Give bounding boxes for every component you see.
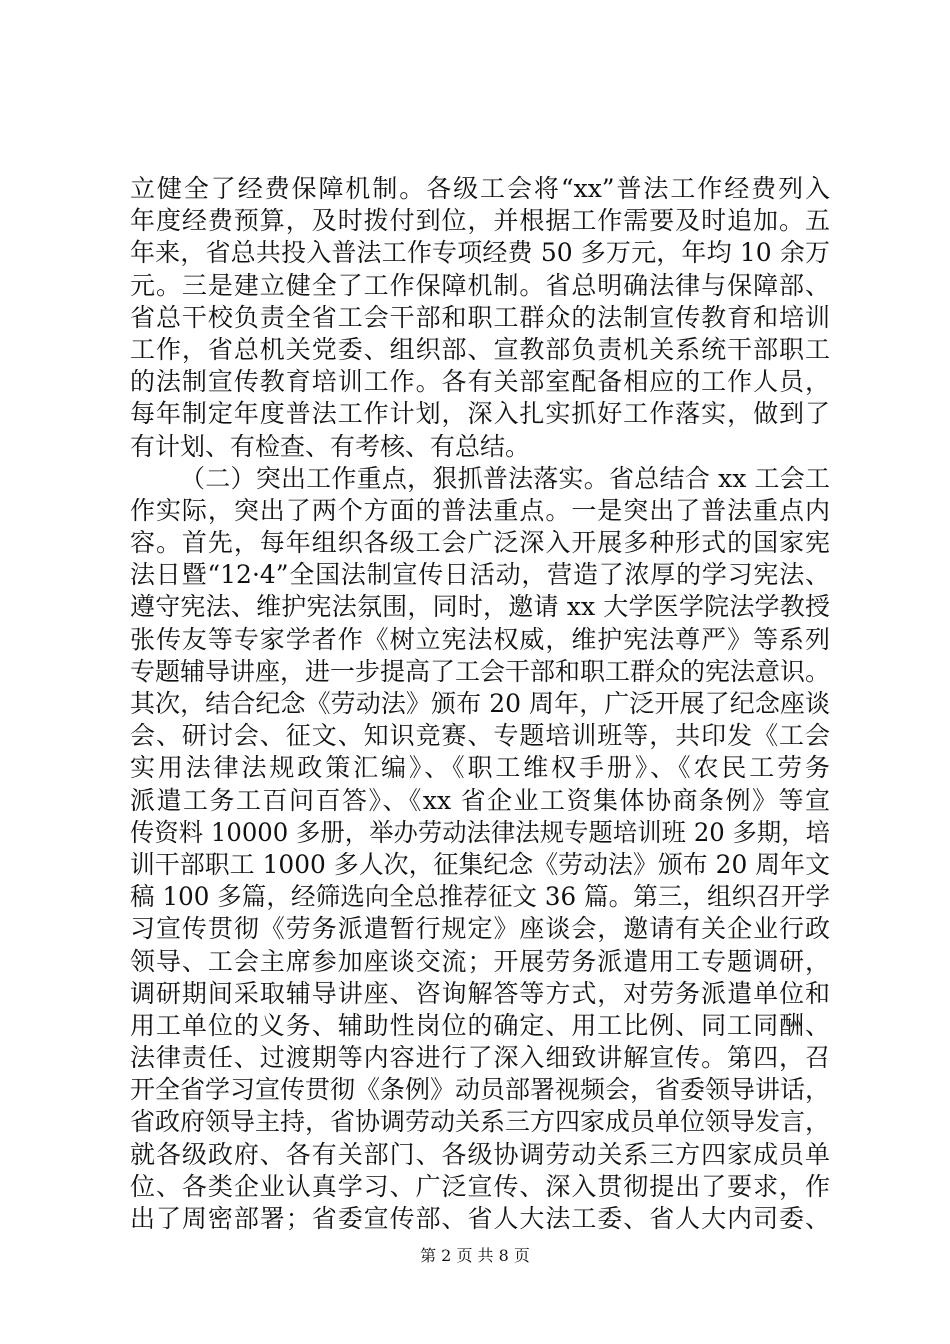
text-line: 年度经费预算，及时拨付到位，并根据工作需要及时追加。五 <box>130 206 830 236</box>
text-line: 容。首先，每年组织各级工会广泛深入开展多种形式的国家宪 <box>130 528 830 558</box>
text-line: 开全省学习宣传贯彻《条例》动员部署视频会，省委领导讲话， <box>130 1075 831 1105</box>
text-line: 领导、工会主席参加座谈交流；开展劳务派遣用工专题调研， <box>130 946 830 976</box>
text-line: 实用法律法规政策汇编》、《职工维权手册》、《农民工劳务 <box>130 753 830 783</box>
text-line: 位、各类企业认真学习、广泛宣传、深入贯彻提出了要求，作 <box>130 1171 830 1201</box>
text-line: 其次，结合纪念《劳动法》颁布 20 周年，广泛开展了纪念座谈 <box>130 689 830 718</box>
text-line: 调研期间采取辅导讲座、咨询解答等方式，对劳务派遣单位和 <box>130 978 830 1008</box>
text-line: 习宣传贯彻《劳务派遣暂行规定》座谈会，邀请有关企业行政 <box>130 914 830 944</box>
text-line: 元。三是建立健全了工作保障机制。省总明确法律与保障部、 <box>130 270 830 300</box>
text-line: 稿 100 多篇，经筛选向全总推荐征文 36 篇。第三，组织召开学 <box>130 882 830 912</box>
body-text <box>130 173 830 1235</box>
text-line: 张传友等专家学者作《树立宪法权威，维护宪法尊严》等系列 <box>130 624 830 654</box>
text-line: 用工单位的义务、辅助性岗位的确定、用工比例、同工同酬、 <box>130 1010 830 1040</box>
page-number-footer: 第 2 页 共 8 页 <box>420 1246 530 1265</box>
text-line: 的法制宣传教育培训工作。各有关部室配备相应的工作人员， <box>130 367 830 397</box>
text-line: 会、研讨会、征文、知识竞赛、专题培训班等，共印发《工会 <box>130 721 830 751</box>
text-line: 作实际，突出了两个方面的普法重点。一是突出了普法重点内 <box>130 495 830 525</box>
paragraph-start-line: （二）突出工作重点，狠抓普法落实。省总结合 xx 工会工 <box>180 463 830 493</box>
text-line: 专题辅导讲座，进一步提高了工会干部和职工群众的宪法意识。 <box>130 656 831 686</box>
text-line: 法律责任、过渡期等内容进行了深入细致讲解宣传。第四，召 <box>130 1043 830 1073</box>
text-line: 遵守宪法、维护宪法氛围，同时，邀请 xx 大学医学院法学教授 <box>130 592 830 622</box>
text-line: 工作，省总机关党委、组织部、宣教部负责机关系统干部职工 <box>130 334 830 364</box>
text-line: 出了周密部署；省委宣传部、省人大法工委、省人大内司委、 <box>130 1204 830 1233</box>
text-line: 每年制定年度普法工作计划，深入扎实抓好工作落实，做到了 <box>130 399 830 429</box>
text-line: 就各级政府、各有关部门、各级协调劳动关系三方四家成员单 <box>130 1139 830 1169</box>
text-line: 有计划、有检查、有考核、有总结。 <box>130 431 531 461</box>
text-line: 立健全了经费保障机制。各级工会将“xx”普法工作经费列入 <box>130 174 830 203</box>
text-line: 法日暨“12·4”全国法制宣传日活动，营造了浓厚的学习宪法、 <box>130 560 830 590</box>
text-line: 传资料 10000 多册，举办劳动法律法规专题培训班 20 多期，培 <box>130 817 830 847</box>
text-line: 省政府领导主持，省协调劳动关系三方四家成员单位领导发言， <box>130 1107 831 1137</box>
text-line: 训干部职工 1000 多人次，征集纪念《劳动法》颁布 20 周年文 <box>130 849 830 879</box>
text-line: 年来，省总共投入普法工作专项经费 50 多万元，年均 10 余万 <box>130 238 830 268</box>
text-line: 派遣工务工百问百答》、《xx 省企业工资集体协商条例》等宣 <box>130 785 830 815</box>
text-line: 省总干校负责全省工会干部和职工群众的法制宣传教育和培训 <box>130 302 830 332</box>
